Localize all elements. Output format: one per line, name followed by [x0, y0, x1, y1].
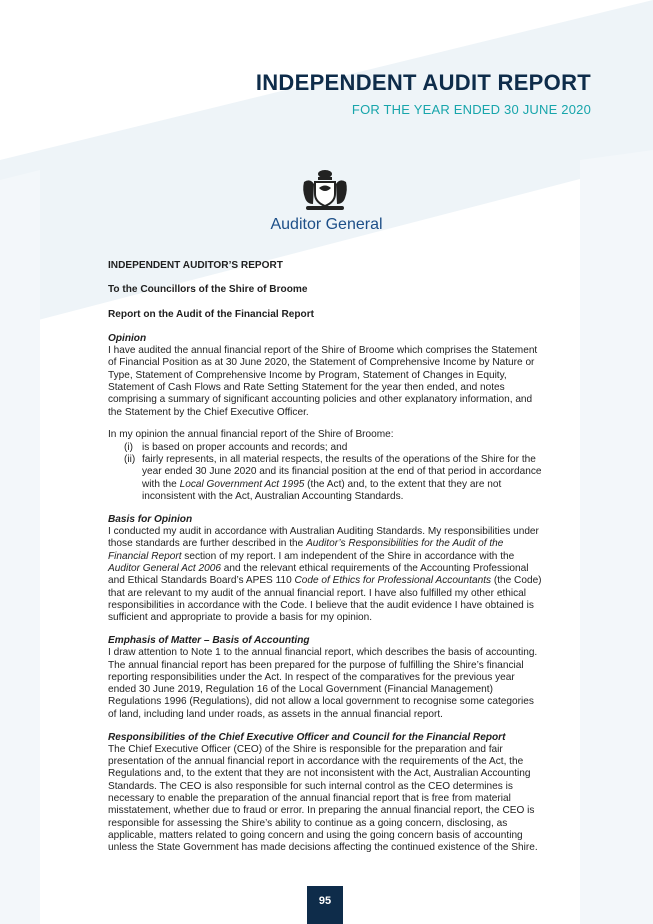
report-body: [108, 260, 544, 865]
page-subtitle: FOR THE YEAR ENDED 30 JUNE 2020: [351, 102, 591, 117]
list-item: [108, 442, 544, 454]
emphasis-paragraph: I draw attention to Note 1 to the annual financial report, which describes the basis of accounting. The annual financial report has been prepared for the purpose of fulfilling the Shire’s financial reporting responsibilities under the Act. In respect of the comparatives for the previous year ended 30 June 2019, Regulation 16 of the Local Government (Financial Management) Regulations 1996 (Regulations), did not allow a local government to recognise some categories of land, including land under roads, as assets in the annual financial report.: [108, 647, 538, 720]
list-item-text: is based on proper accounts and records; and: [142, 441, 348, 453]
list-item-text: fairly represents, in all material respects, the results of the operations of the Shire for the year ended 30 June 2020 and its financial position at the end of that period in accordance with the: [142, 454, 542, 490]
report-heading: INDEPENDENT AUDITOR’S REPORT: [108, 260, 283, 271]
text-run: (the Code) that are relevant to my audit of the annual financial report. I have also fulfilled my other ethical responsibilities in accordance with the Code. I believe that the audit evidence I have obtained is sufficient and appropriate to provide a basis for my opinion.: [108, 575, 542, 624]
basis-paragraph: [108, 526, 544, 624]
list-item-text-end: (the Act) and, to the extent that they are not inconsistent with the Act, Australian Accounting Standards.: [142, 478, 502, 502]
responsibilities-heading: Responsibilities of the Chief Executive Officer and Council for the Financial Report: [108, 731, 506, 743]
list-item-number: (ii): [124, 454, 136, 466]
basis-heading: Basis for Opinion: [108, 513, 193, 525]
page-title: INDEPENDENT AUDIT REPORT: [255, 70, 591, 95]
report-header: [256, 70, 591, 117]
text-run: and the relevant ethical requirements of the Accounting Professional and Ethical Standards Board’s APES 110: [108, 562, 529, 587]
text-run: I conducted my audit in accordance with Australian Auditing Standards. My responsibilities under those standards are further described in the: [108, 526, 539, 550]
list-item: [108, 454, 544, 503]
page-number: 95: [307, 886, 343, 924]
italic-run: Code of Ethics for Professional Accountants: [294, 575, 492, 587]
italic-run: Auditor’s Responsibilities for the Audit of the Financial Report: [108, 538, 504, 562]
opinion-heading: Opinion: [108, 332, 147, 344]
opinion-list: [108, 442, 544, 503]
emphasis-heading: Emphasis of Matter – Basis of Accounting: [108, 634, 310, 646]
report-addressee: To the Councillors of the Shire of Broome: [108, 284, 308, 296]
opinion-paragraph: I have audited the annual financial report of the Shire of Broome which comprises the Statement of Financial Position as at 30 June 2020, the Statement of Comprehensive Income by Nature or Type, Statement of Comprehensive Income by Program, Statement of Changes in Equity, Statement of Cash Flows and Rate Setting Statement for the year then ended, and notes comprising a summary of significant accounting policies and other explanatory information, and the Statement by the Chief Executive Officer.: [108, 345, 538, 418]
opinion-intro: In my opinion the annual financial report of the Shire of Broome:: [108, 429, 394, 441]
italic-run: Auditor General Act 2006: [108, 562, 221, 574]
text-run: section of my report. I am independent of the Shire in accordance with the: [181, 550, 515, 562]
act-reference: Local Government Act 1995: [179, 478, 305, 490]
coat-of-arms-icon: [300, 168, 350, 212]
auditor-general-label: Auditor General: [270, 216, 383, 233]
report-section-title: Report on the Audit of the Financial Report: [108, 308, 314, 320]
list-item-number: (i): [124, 441, 133, 453]
responsibilities-paragraph: The Chief Executive Officer (CEO) of the Shire is responsible for the preparation and fair presentation of the annual financial report in accordance with the requirements of the Act, the Regulations and, to the extent that they are not inconsistent with the Act, Australian Accounting Standards. The CEO is also responsible for such internal control as the CEO determines is necessary to enable the preparation of the annual financial report that is free from material misstatement, whether due to fraud or error. In preparing the annual financial report, the CEO is responsible for assessing the Shire’s ability to continue as a going concern, disclosing, as applicable, matters related to going concern and using the going concern basis of accounting unless the State Government has made decisions affecting the continued existence of the Shire.: [108, 743, 538, 854]
